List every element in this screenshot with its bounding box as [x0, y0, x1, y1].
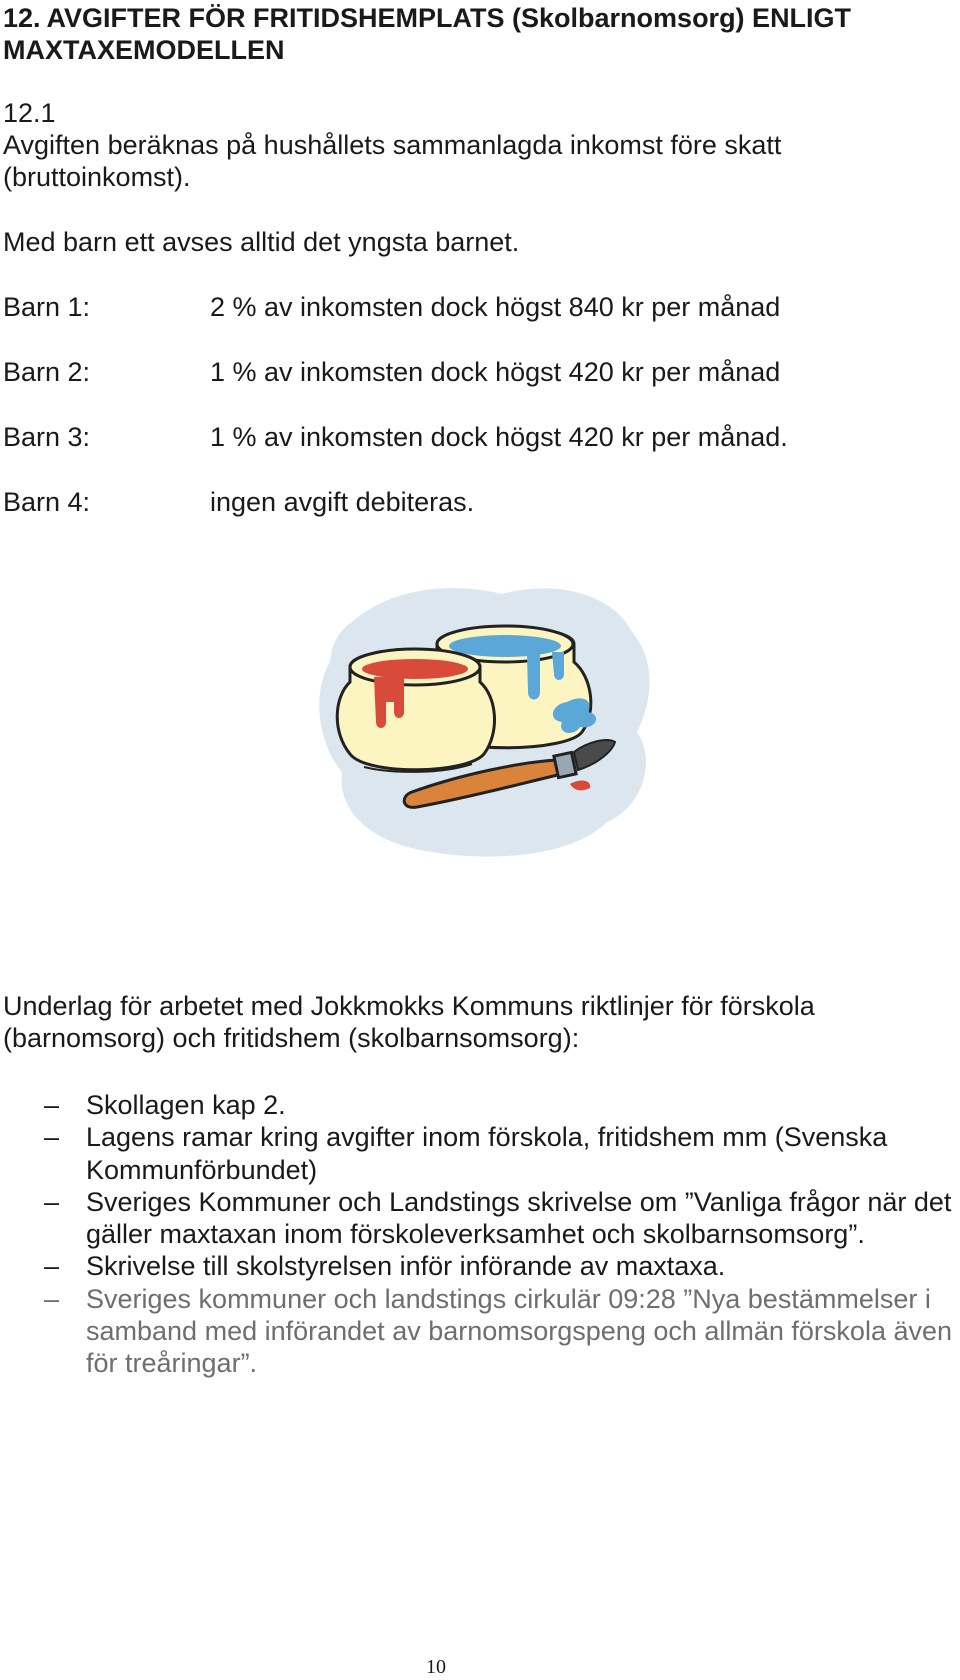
dash-bullet: – [44, 1186, 60, 1217]
fee-label: Barn 1: [3, 292, 91, 322]
fee-description: 1 % av inkomsten dock högst 420 kr per månad [210, 357, 781, 387]
list-item [0, 1283, 958, 1380]
income-paragraph: Avgiften beräknas på hushållets sammanlagda inkomst före skatt (bruttoinkomst). [3, 130, 782, 192]
section-title: AVGIFTER FÖR FRITIDSHEMPLATS (Skolbarnomsorg) ENLIGT MAXTAXEMODELLEN [3, 3, 852, 65]
list-item [0, 1186, 958, 1251]
dash-bullet: – [44, 1122, 60, 1153]
basis-paragraph: Underlag för arbetet med Jokkmokks Kommuns riktlinjer för förskola (barnomsorg) och fritidshem (skolbarnsomsorg): [3, 991, 815, 1053]
section-number: 12. [3, 3, 41, 33]
list-item [0, 1250, 958, 1282]
fee-table [3, 291, 903, 520]
fee-row [3, 421, 903, 486]
reference-list [0, 1089, 960, 1380]
list-item [0, 1121, 958, 1186]
youngest-child-paragraph: Med barn ett avses alltid det yngsta barnet. [3, 227, 520, 257]
fee-label: Barn 4: [3, 487, 91, 517]
fee-row [3, 356, 903, 421]
fee-description: 1 % av inkomsten dock högst 420 kr per månad. [210, 422, 788, 452]
reference-text: Skollagen kap 2. [86, 1090, 286, 1120]
fee-label: Barn 2: [3, 357, 91, 387]
fee-label: Barn 3: [3, 422, 91, 452]
reference-text: Skrivelse till skolstyrelsen inför införande av maxtaxa. [86, 1251, 726, 1282]
reference-text: Sveriges kommuner och landstings cirkulär 09:28 ”Nya bestämmelser i samband med införandet av barnomsorgspeng och allmän förskola även för treåringar”. [86, 1283, 953, 1379]
dash-bullet: – [44, 1251, 60, 1282]
dash-bullet: – [44, 1283, 60, 1314]
dash-bullet: – [44, 1090, 60, 1120]
paint-pots-and-brush-icon [312, 582, 657, 867]
fee-description: ingen avgift debiteras. [210, 487, 475, 517]
subsection-number: 12.1 [3, 98, 56, 128]
fee-description: 2 % av inkomsten dock högst 840 kr per månad [210, 292, 781, 322]
reference-text: Sveriges Kommuner och Landstings skrivelse om ”Vanliga frågor när det gäller maxtaxan inom förskoleverksamhet och skolbarnsomsorg”. [86, 1186, 952, 1250]
section-heading [3, 2, 943, 66]
page-number: 10 [426, 1656, 446, 1678]
list-item [0, 1089, 958, 1121]
fee-row [3, 291, 903, 356]
fee-row [3, 486, 903, 520]
reference-text: Lagens ramar kring avgifter inom förskola, fritidshem mm (Svenska Kommunförbundet) [86, 1122, 888, 1185]
